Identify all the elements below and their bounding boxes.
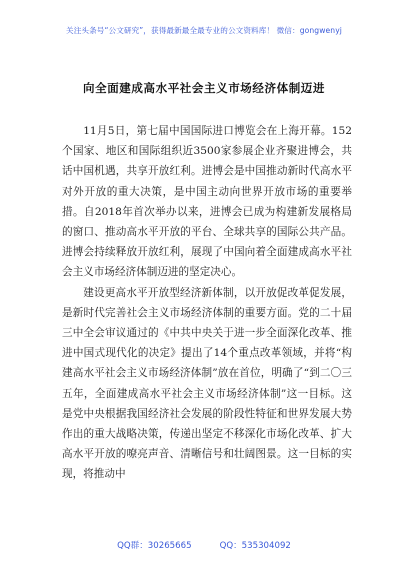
document-title: 向全面建成高水平社会主义市场经济体制迈进 <box>83 81 325 95</box>
paragraph-2: 建设更高水平开放型经济新体制，以开放促改革促发展，是新时代完善社会主义市场经济体制的重要方面。党的二十届三中全会审议通过的《中共中央关于进一步全面深化改革、推进中国式现代化的决定》提出了14个重点改革领域，并将“构建高水平社会主义市场经济体制”放在首位，明确了“到二〇三五年，全面建成高水平社会主义市场经济体制”这一目标。这是党中央根据我国经济社会发展的阶段性特征和世界发展大势作出的重大战略决策，传递出坚定不移深化市场化改革、扩大高水平开放的嘹亮声音、清晰信号和壮阔图景。这一目标的实现，将推动中 <box>62 286 352 481</box>
document-body <box>62 121 352 485</box>
qq-group-text: QQ群：30265665 <box>117 541 192 551</box>
paragraph-1: 11月5日，第七届中国国际进口博览会在上海开幕。152个国家、地区和国际组织近3500家参展企业齐聚进博会，共话中国机遇，共享开放红利。进博会是中国推动新时代高水平对外开放的重大决策，是中国主动向世界开放市场的重要举措。自2018年首次举办以来，进博会已成为构建新发展格局的窗口、推动高水平开放的平台、全球共享的国际公共产品。进博会持续释放开放红利，展现了中国向着全面建成高水平社会主义市场经济体制迈进的坚定决心。 <box>62 125 352 279</box>
promo-banner: 关注头条号“公文研究”，获得最新最全最专业的公文资料库！ 微信：gongwenyj <box>66 26 342 35</box>
footer-contact <box>0 539 408 551</box>
qq-contact-text: QQ：535304092 <box>219 541 291 551</box>
